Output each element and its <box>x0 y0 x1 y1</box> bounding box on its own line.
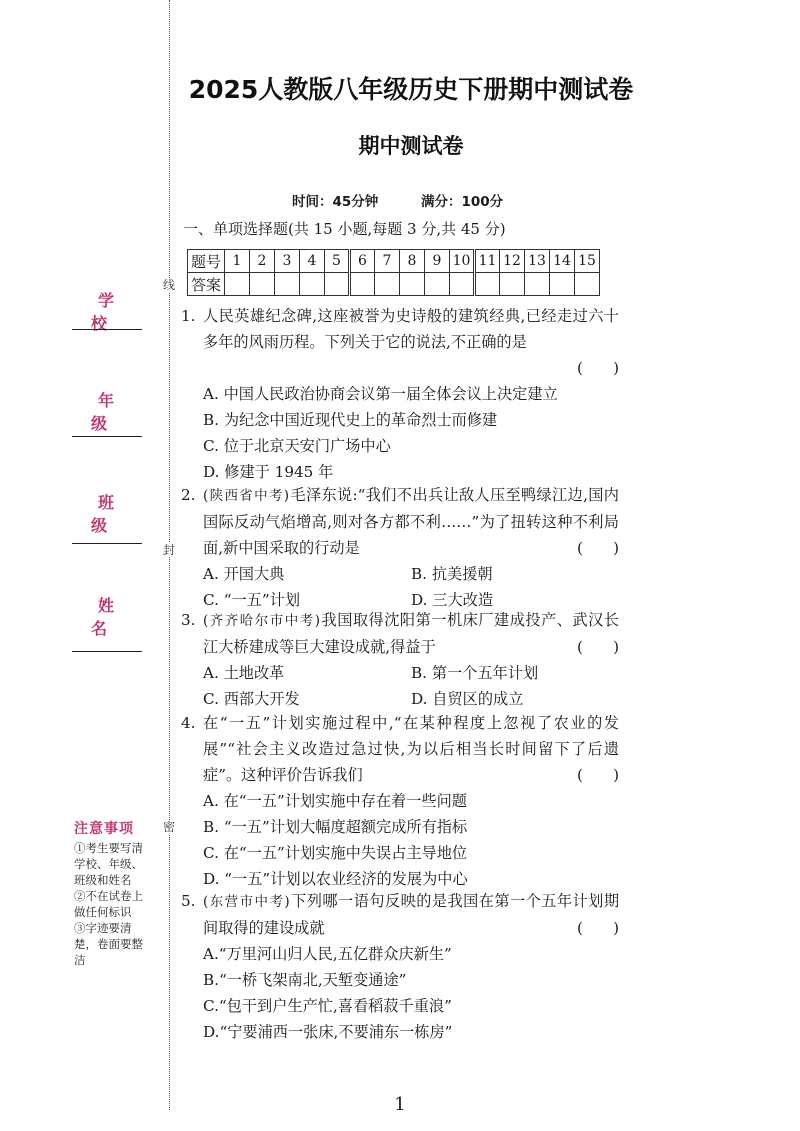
option-b: B.“一桥飞架南北,天堑变通途” <box>203 971 407 989</box>
answer-cell[interactable] <box>275 273 300 296</box>
table-cell: 5 <box>325 250 350 273</box>
page-title: 2025人教版八年级历史下册期中测试卷 <box>188 75 634 104</box>
grade-field-label: 年级 <box>90 391 128 433</box>
table-cell: 2 <box>250 250 275 273</box>
question-stem: (东营市中考)下列哪一语句反映的是我国在第一个五年计划期间取得的建设成就 ( ) <box>181 888 619 941</box>
question-number: 2. <box>181 486 196 504</box>
option-d: D. 修建于 1945 年 <box>203 463 334 481</box>
answer-cell[interactable] <box>425 273 450 296</box>
question-stem: 人民英雄纪念碑,这座被誉为史诗般的建筑经典,已经走过六十多年的风雨历程。下列关于它的说法,不正确的是 <box>203 307 619 351</box>
option-a: A. 开国大典 <box>203 565 285 583</box>
answer-paren[interactable]: ( ) <box>577 638 619 656</box>
notes-item: ①考生要写清学校、年级、班级和姓名 <box>74 841 143 887</box>
notes-panel <box>74 818 146 968</box>
question-2 <box>181 482 619 613</box>
notes-item: ③字迹要清楚，卷面要整洁 <box>74 921 143 967</box>
table-cell: 4 <box>300 250 325 273</box>
question-source: (齐齐哈尔市中考) <box>203 613 322 629</box>
answer-cell[interactable] <box>250 273 275 296</box>
option-c: C.“包干到户生产忙,喜看稻菽千重浪” <box>203 997 452 1015</box>
page-number: 1 <box>394 1094 406 1115</box>
question-source: (东营市中考) <box>203 894 291 910</box>
answer-cell[interactable] <box>225 273 250 296</box>
question-1 <box>181 303 619 485</box>
table-cell: 6 <box>350 250 375 273</box>
option-c: C. 位于北京天安门广场中心 <box>203 437 391 455</box>
answer-cell[interactable] <box>375 273 400 296</box>
table-cell: 7 <box>375 250 400 273</box>
answer-cell[interactable] <box>400 273 425 296</box>
table-cell: 9 <box>425 250 450 273</box>
table-cell: 10 <box>450 250 475 273</box>
option-a: A. 在“一五”计划实施中存在着一些问题 <box>203 792 467 810</box>
notes-title: 注意事项 <box>74 821 134 837</box>
answer-cell[interactable] <box>450 273 475 296</box>
school-field-input[interactable] <box>72 329 142 330</box>
option-c: C. 在“一五”计划实施中失误占主导地位 <box>203 844 468 862</box>
option-b: B. 第一个五年计划 <box>411 664 539 682</box>
question-5 <box>181 888 619 1045</box>
answer-cell[interactable] <box>500 273 525 296</box>
option-d: D.“宁要浦西一张床,不要浦东一栋房” <box>203 1023 453 1041</box>
question-3 <box>181 607 619 712</box>
option-c: C. 西部大开发 <box>203 690 300 708</box>
fold-mark-seal: 封 <box>160 543 178 557</box>
question-number: 5. <box>181 892 196 910</box>
section-title: 一、单项选择题(共 15 小题,每题 3 分,共 45 分) <box>183 220 506 238</box>
option-row <box>181 561 619 587</box>
option-d: D. “一五”计划以农业经济的发展为中心 <box>203 870 468 888</box>
option-a: A. 中国人民政治协商会议第一届全体会议上决定建立 <box>203 385 558 403</box>
option-d: D. 自贸区的成立 <box>411 690 524 708</box>
option-a: A. 土地改革 <box>203 664 285 682</box>
option-row <box>181 660 619 686</box>
page-subtitle: 期中测试卷 <box>358 134 464 158</box>
question-source: (陕西省中考) <box>203 488 291 504</box>
answer-cell[interactable] <box>550 273 575 296</box>
answer-table <box>187 249 600 296</box>
exam-meta <box>292 190 541 210</box>
option-b: B. 为纪念中国近现代史上的革命烈士而修建 <box>203 411 498 429</box>
fold-mark-secret: 密 <box>160 820 178 834</box>
table-cell: 12 <box>500 250 525 273</box>
option-c: C. “一五”计划 <box>203 591 301 609</box>
answer-cell[interactable] <box>575 273 600 296</box>
table-header-number: 题号 <box>188 250 225 273</box>
table-cell: 11 <box>475 250 500 273</box>
answer-cell[interactable] <box>350 273 375 296</box>
exam-full-score: 满分：100分 <box>421 194 504 210</box>
answer-paren[interactable]: ( ) <box>577 766 619 784</box>
table-cell: 8 <box>400 250 425 273</box>
table-header-answer: 答案 <box>188 273 225 296</box>
name-field-label: 姓名 <box>90 596 128 638</box>
notes-item: ②不在试卷上做任何标识 <box>74 889 143 919</box>
question-4 <box>181 710 619 892</box>
answer-paren[interactable]: ( ) <box>577 359 619 377</box>
answer-cell[interactable] <box>475 273 500 296</box>
option-d: D. 三大改造 <box>411 591 494 609</box>
table-cell: 15 <box>575 250 600 273</box>
answer-paren[interactable]: ( ) <box>577 919 619 937</box>
question-number: 1. <box>181 307 196 325</box>
school-field-label: 学校 <box>90 291 128 333</box>
option-b: B. “一五”计划大幅度超额完成所有指标 <box>203 818 468 836</box>
table-row-numbers <box>188 250 600 273</box>
question-stem: 在“一五”计划实施过程中,“在某种程度上忽视了农业的发展”“社会主义改造过急过快,为以后相当长时间留下了后遗症”。这种评价告诉我们 ( ) <box>181 710 619 788</box>
class-field-input[interactable] <box>72 543 142 544</box>
option-b: B. 抗美援朝 <box>411 565 493 583</box>
answer-paren[interactable]: ( ) <box>577 539 619 557</box>
name-field-input[interactable] <box>72 651 142 652</box>
table-cell: 1 <box>225 250 250 273</box>
table-row-answers <box>188 273 600 296</box>
answer-paren-row <box>181 355 619 381</box>
answer-cell[interactable] <box>300 273 325 296</box>
answer-cell[interactable] <box>325 273 350 296</box>
question-stem: (陕西省中考)毛泽东说:“我们不出兵让敌人压至鸭绿江边,国内国际反动气焰增高,则对各方都不利……”为了扭转这种不利局面,新中国采取的行动是 ( ) <box>181 482 619 561</box>
answer-cell[interactable] <box>525 273 550 296</box>
class-field-label: 班级 <box>90 493 128 535</box>
table-cell: 3 <box>275 250 300 273</box>
table-cell: 13 <box>525 250 550 273</box>
exam-time: 时间：45分钟 <box>292 194 379 210</box>
fold-mark-line: 线 <box>160 278 178 292</box>
table-cell: 14 <box>550 250 575 273</box>
question-stem: (齐齐哈尔市中考)我国取得沈阳第一机床厂建成投产、武汉长江大桥建成等巨大建设成就,得益于 ( ) <box>181 607 619 660</box>
option-row <box>181 686 619 712</box>
question-number: 4. <box>181 714 196 732</box>
question-number: 3. <box>181 611 196 629</box>
grade-field-input[interactable] <box>72 436 142 437</box>
option-a: A.“万里河山归人民,五亿群众庆新生” <box>203 945 452 963</box>
